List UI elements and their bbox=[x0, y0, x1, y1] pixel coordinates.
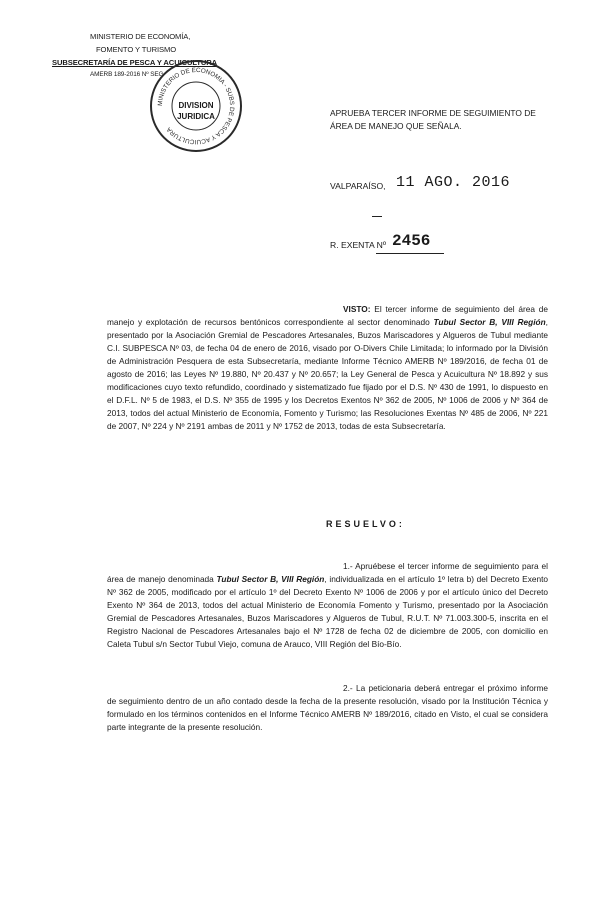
place-label: VALPARAÍSO, bbox=[330, 181, 386, 191]
seal-center bbox=[175, 100, 217, 122]
seal-line-1: DIVISION bbox=[178, 101, 214, 110]
visto-text-a: El tercer informe de seguimiento del área de manejo y explotación de recursos bentónicos correspondiente al sector denominado bbox=[107, 304, 548, 327]
date-stamp: 11 AGO. 2016 bbox=[396, 174, 511, 191]
visto-text-b: , presentado por la Asociación Gremial de Pescadores Artesanales, Buzos Mariscadores y Algueros de Tubul mediante C.I. SUBPESCA Nº 03, de fecha 04 de enero de 2016, visado por O-Divers Chile Limitada; lo informado por la División de Administración Pesquera de esta Subsecretaría, mediante Informe Técnico AMERB Nº 189/2016, de fecha 01 de agosto de 2016; las Leyes Nº 19.880, Nº 20.437 y Nº 20.657; la Ley General de Pesca y Acuicultura Nº 18.892 y sus modificaciones cuyo texto refundido, coordinado y sistematizado fue fijado por el D.S. Nº 430 de 1991, lo dispuesto en el D.F.L. Nº 5 de 1983, el D.S. Nº 355 de 1995 y los Decretos Exentos Nº 362 de 2005, Nº 1006 de 2006 y Nº 364 de 2013, todos del actual Ministerio de Economía, Fomento y Turismo; las Resoluciones Exentas Nº 485 de 2006, Nº 221 de 2007, Nº 224 y Nº 2191 ambas de 2011 y Nº 1752 de 2013, todas de esta Subsecretaría. bbox=[107, 317, 548, 431]
subject-line-2: ÁREA DE MANEJO QUE SEÑALA. bbox=[330, 121, 462, 131]
subject-line-1: APRUEBA TERCER INFORME DE SEGUIMIENTO DE bbox=[330, 108, 536, 118]
article-1-text-b: , individualizada en el artículo 1º letra b) del Decreto Exento Nº 362 de 2005, modificado por el artículo 1º del Decreto Exento Nº 1006 de 2006 y por el artículo único del Decreto Exento Nº 364 de 2013, todos del actual Ministerio de Economía Fomento y Turismo, presentado por la Asociación Gremial de Pescadores Artesanales, Buzos Mariscadores y Algueros de Tubul, R.U.T. Nº 71.003.300-5, inscrita en el Registro Nacional de Pescadores Artesanales bajo el Nº 1728 de fecha 02 de diciembre de 2005, con domicilio en Caleta Tubul s/n Sector Tubul Viejo, comuna de Arauco, VIII Región del Bío-Bío. bbox=[107, 574, 548, 649]
visto-sector: Tubul Sector B, VIII Región bbox=[433, 317, 546, 327]
ministry-name: MINISTERIO DE ECONOMÍA, bbox=[90, 32, 191, 41]
seal-line-2: JURIDICA bbox=[177, 112, 215, 121]
subsecretary-name: SUBSECRETARÍA DE PESCA Y ACUICULTURA bbox=[52, 58, 218, 67]
resuelvo-heading: RESUELVO: bbox=[326, 519, 405, 529]
document-subject bbox=[330, 107, 560, 133]
seal-ring-text: MINISTERIO DE ECONOMIA - SUBS DE PESCA Y ACUICULTURA bbox=[156, 66, 236, 146]
resolution-label: R. EXENTA Nº bbox=[330, 240, 386, 250]
reference-code: AMERB 189-2016 Nº SEG bbox=[90, 71, 164, 78]
visto-label: VISTO: bbox=[343, 304, 371, 314]
article-2-text: 2.- La peticionaria deberá entregar el próximo informe de seguimiento dentro de un año contado desde la fecha de la presente resolución, visado por la Institución Técnica y formulado en los términos contenidos en el Informe Técnico AMERB Nº 189/2016, citado en Visto, el cual se considera parte integrante de la presente resolución. bbox=[107, 683, 548, 732]
article-1-sector: Tubul Sector B, VIII Región bbox=[216, 574, 325, 584]
divider-dash bbox=[372, 216, 382, 217]
resolution-underline bbox=[376, 253, 444, 254]
visto-paragraph bbox=[107, 303, 548, 433]
division-seal bbox=[150, 60, 242, 152]
resolution-number: 2456 bbox=[392, 232, 431, 250]
ministry-subtitle: FOMENTO Y TURISMO bbox=[96, 45, 177, 54]
article-1-text-a: 1.- Apruébese el tercer informe de seguimiento para el área de manejo denominada bbox=[107, 561, 548, 584]
resolution-article-1 bbox=[107, 560, 548, 651]
resolution-article-2 bbox=[107, 682, 548, 734]
